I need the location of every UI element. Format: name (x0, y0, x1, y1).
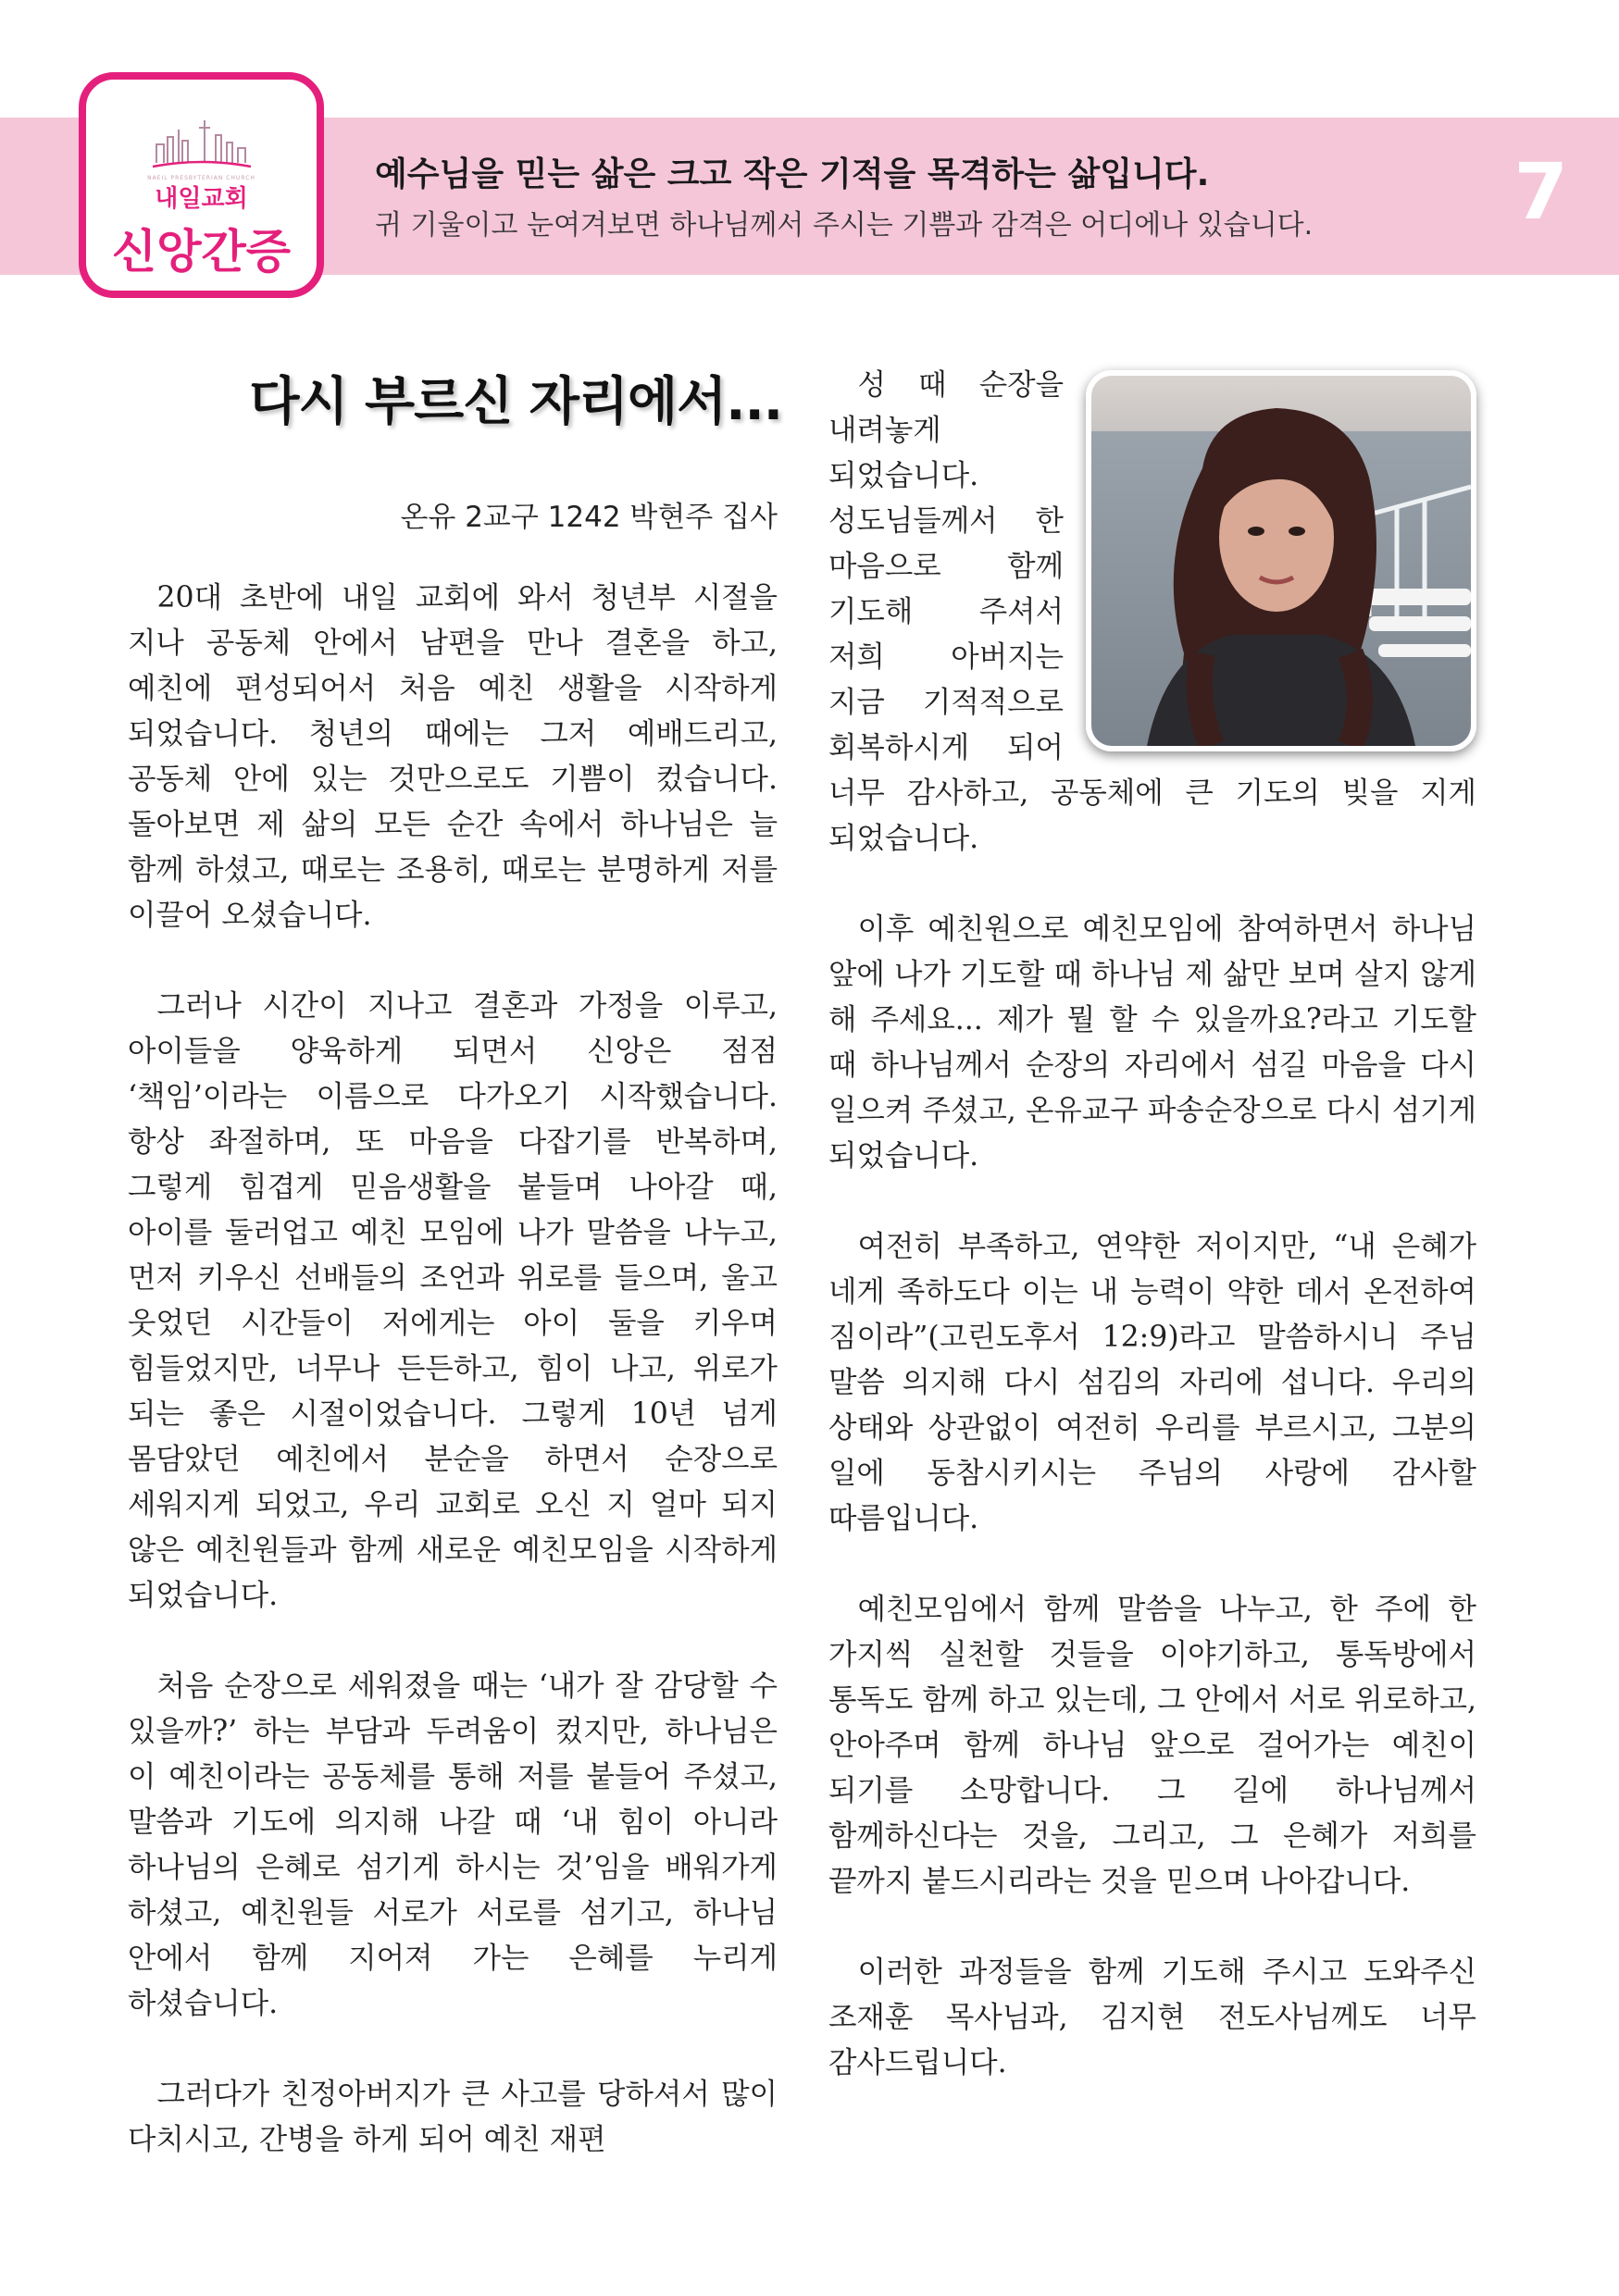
paragraph: 20대 초반에 내일 교회에 와서 청년부 시절을 지나 공동체 안에서 남편을 만나 결혼을 하고, 예친에 편성되어서 처음 예친 생활을 시작하게 되었습니다. 청년의 때에는 그저 예배드리고, 공동체 안에 있는 것만으로도 기쁨이 컸습니다. 돌아보면 제 삶의 모든 순간 속에서 하나님은 늘 함께 하셨고, 때로는 조용히, 때로는 분명하게 저를 이끌어 오셨습니다. (128, 581, 778, 932)
right-column (828, 363, 1476, 2131)
section-logo (79, 72, 324, 298)
paragraph: 그러다가 친정아버지가 큰 사고를 당하셔서 많이 다치시고, 간병을 하게 되어 예친 재편 (128, 2078, 778, 2156)
paragraph: 이러한 과정들을 함께 기도해 주시고 도와주신 조재훈 목사님과, 김지현 전도사님께도 너무 감사드립니다. (828, 1955, 1476, 2079)
header-headline: 예수님을 믿는 삶은 크고 작은 기적을 목격하는 삶입니다. (375, 155, 1210, 193)
author-photo (1086, 370, 1476, 751)
paragraph: 이후 예친원으로 예친모임에 참여하면서 하나님 앞에 나가 기도할 때 하나님 제 삶만 보며 살지 않게 해 주세요... 제가 뭘 할 수 있을까요?라고 기도할 때 하나님께서 순장의 자리에서 섬길 마음을 다시 일으켜 주셨고, 온유교구 파송순장으로 다시 섬기게 되었습니다. (828, 912, 1476, 1173)
paragraph: 예친모임에서 함께 말씀을 나누고, 한 주에 한 가지씩 실천할 것들을 이야기하고, 통독방에서 통독도 함께 하고 있는데, 그 안에서 서로 위로하고, 안아주며 함께 하나님 앞으로 걸어가는 예친이 되기를 소망합니다. 그 길에 하나님께서 함께하신다는 것을, 그리고, 그 은혜가 저희를 끝까지 붙드시리라는 것을 믿으며 나아갑니다. (828, 1593, 1476, 1898)
church-skyline-icon (151, 117, 253, 172)
article-author: 온유 2교구 1242 박현주 집사 (400, 501, 778, 534)
left-column (128, 576, 778, 2208)
logo-subtitle: NAEIL PRESBYTERIAN CHURCH (147, 175, 255, 181)
article-title: 다시 부르신 자리에서... (249, 372, 782, 432)
page-number: 7 (1513, 146, 1568, 237)
paragraph: 성 때 순장을 내려놓게 되었습니다. 성도님들께서 한 마음으로 함께 기도해 주셔서 저희 아버지는 지금 기적적으로 회복하시게 되어 너무 감사하고, 공동체에 큰 기도의 빚을 지게 되었습니다. (828, 368, 1476, 855)
section-title: 신앙간증 (111, 225, 292, 279)
paragraph: 처음 순장으로 세워졌을 때는 ‘내가 잘 감당할 수 있을까?’ 하는 부담과 두려움이 컸지만, 하나님은 이 예친이라는 공동체를 통해 저를 붙들어 주셨고, 말씀과 기도에 의지해 나갈 때 ‘내 힘이 아니라 하나님의 은혜로 섬기게 하시는 것’임을 배워가게 하셨고, 예친원들 서로가 서로를 섬기고, 하나님 안에서 함께 지어져 가는 은혜를 누리게 하셨습니다. (128, 1669, 778, 2020)
paragraph: 여전히 부족하고, 연약한 저이지만, “내 은혜가 네게 족하도다 이는 내 능력이 약한 데서 온전하여 짐이라”(고린도후서 12:9)라고 말씀하시니 주님 말씀 의지해 다시 섬김의 자리에 섭니다. 우리의 상태와 상관없이 여전히 우리를 부르시고, 그분의 일에 동참시키시는 주님의 사랑에 감사할 따름입니다. (828, 1230, 1476, 1535)
header-subline: 귀 기울이고 눈여겨보면 하나님께서 주시는 기쁨과 감격은 어디에나 있습니다. (375, 209, 1314, 242)
paragraph: 그러나 시간이 지나고 결혼과 가정을 이루고, 아이들을 양육하게 되면서 신앙은 점점 ‘책임’이라는 이름으로 다가오기 시작했습니다. 항상 좌절하며, 또 마음을 다잡기를 반복하며, 그렇게 힘겹게 믿음생활을 붙들며 나아갈 때, 아이를 둘러업고 예친 모임에 나가 말씀을 나누고, 먼저 키우신 선배들의 조언과 위로를 들으며, 울고 웃었던 시간들이 저에게는 아이 둘을 키우며 힘들었지만, 너무나 든든하고, 힘이 나고, 위로가 되는 좋은 시절이었습니다. 그렇게 10년 넘게 몸담았던 예친에서 분순을 하면서 순장으로 세워지게 되었고, 우리 교회로 오신 지 얼마 되지 않은 예친원들과 함께 새로운 예친모임을 시작하게 되었습니다. (128, 989, 778, 1612)
logo-church-name: 내일교회 (155, 185, 248, 213)
